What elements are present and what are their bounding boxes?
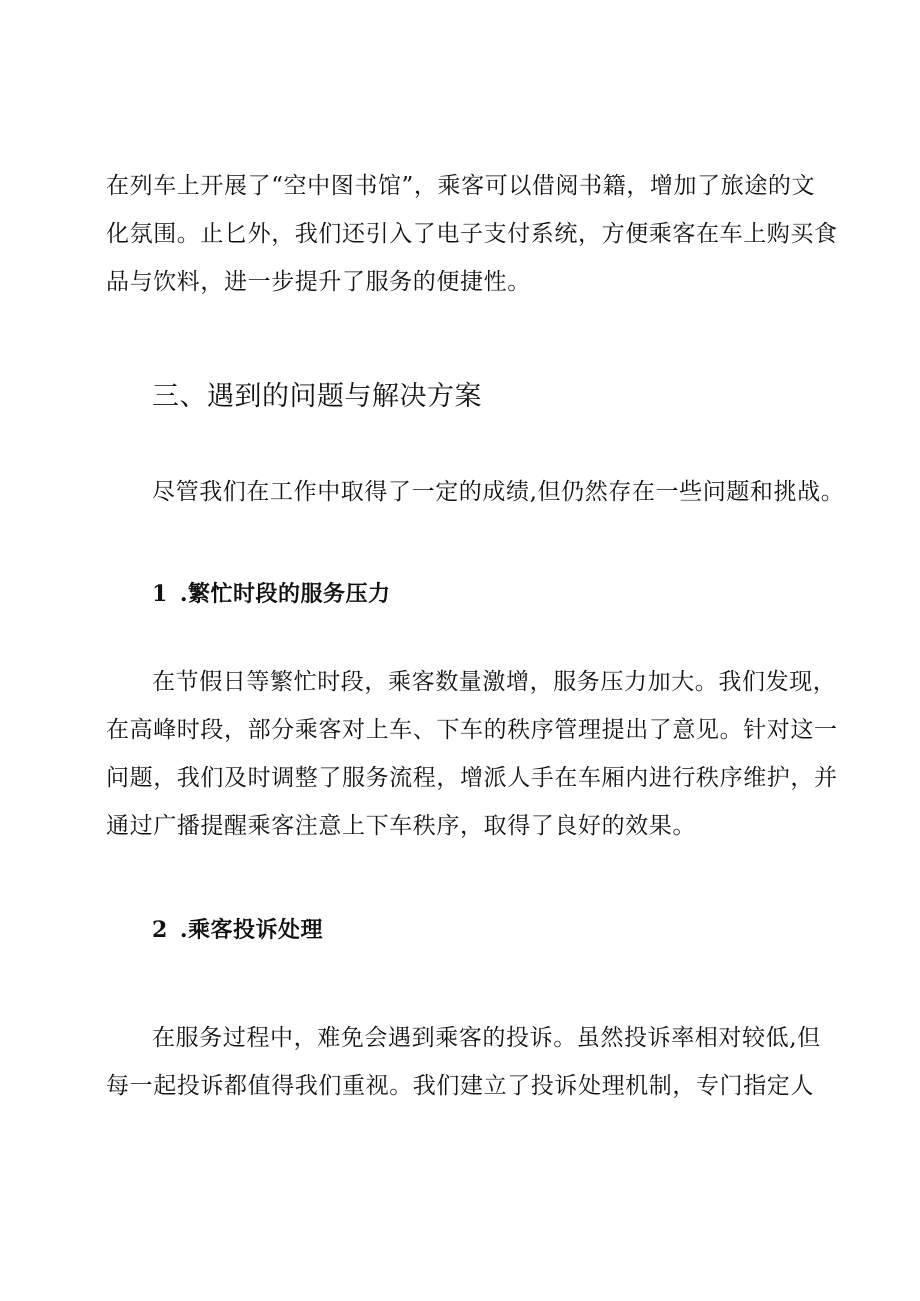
text-line: 在节假日等繁忙时段，乘客数量激增，服务压力加大。我们发现， <box>152 669 837 695</box>
text-line: 每一起投诉都值得我们重视。我们建立了投诉处理机制，专门指定人 <box>106 1073 814 1099</box>
text-line: 在列车上开展了“空中图书馆”，乘客可以借阅书籍，增加了旅途的文 <box>106 173 816 199</box>
subsection-title: .繁忙时段的服务压力 <box>179 581 391 607</box>
section-intro-paragraph <box>106 468 845 516</box>
subsection-2-paragraph <box>106 1014 822 1110</box>
text-line: 尽管我们在工作中取得了一定的成绩,但仍然存在一些问题和挑战。 <box>152 479 845 505</box>
section-heading: 三、遇到的问题与解决方案 <box>152 381 482 412</box>
text-line: 品与饮料，进一步提升了服务的便捷性。 <box>106 269 531 295</box>
text-line: 通过广播提醒乘客注意上下车秩序，取得了良好的效果。 <box>106 813 696 839</box>
text-line: 化氛围。止匕外，我们还引入了电子支付系统，方便乘客在车上购买食 <box>106 221 838 247</box>
text-line: 在服务过程中，难免会遇到乘客的投诉。虽然投诉率相对较低,但 <box>152 1025 821 1051</box>
subsection-number: 2 <box>152 917 168 943</box>
paragraph-intro <box>106 162 838 306</box>
subsection-number: 1 <box>152 581 168 607</box>
subsection-2-heading <box>152 913 323 944</box>
subsection-1-heading <box>152 577 390 608</box>
subsection-title: .乘客投诉处理 <box>179 917 323 943</box>
text-line: 问题，我们及时调整了服务流程，增派人手在车厢内进行秩序维护，并 <box>106 765 838 791</box>
subsection-1-paragraph <box>106 658 838 850</box>
text-line: 在高峰时段，部分乘客对上车、下车的秩序管理提出了意见。针对这一 <box>106 717 838 743</box>
